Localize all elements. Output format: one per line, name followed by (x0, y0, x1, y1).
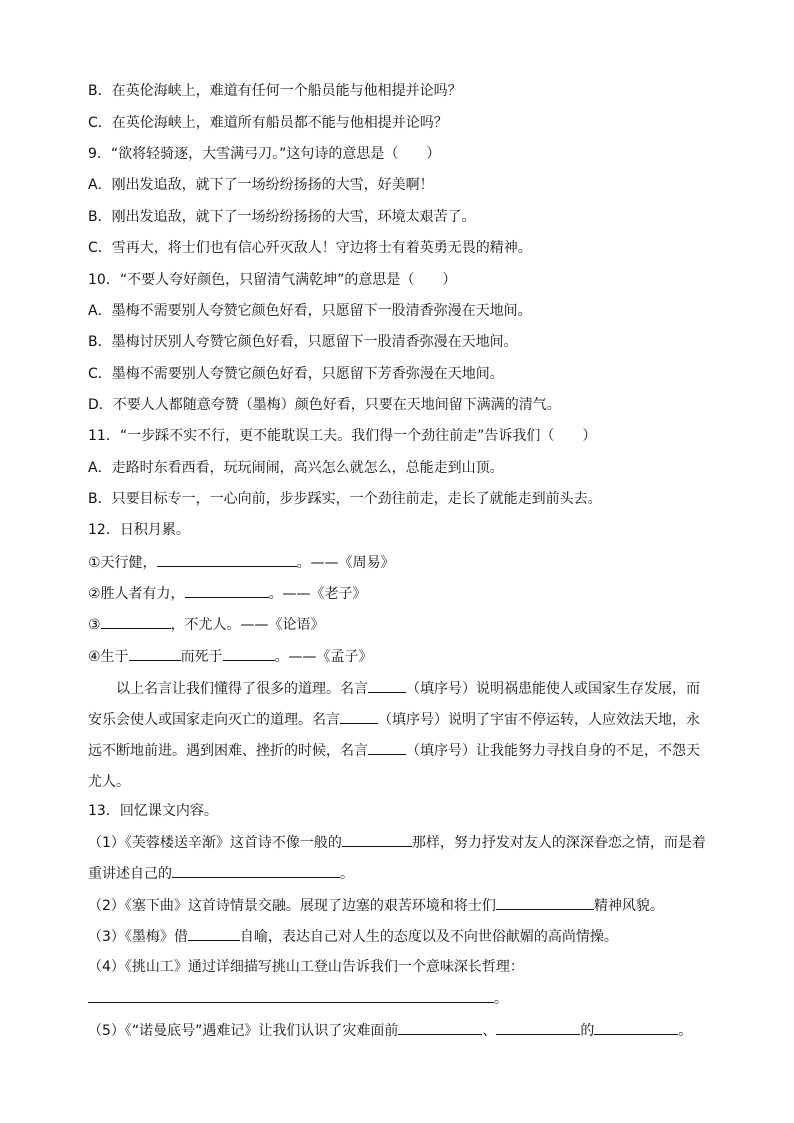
q12-item-2: ②胜人者有力， 。——《老子》 (88, 583, 367, 604)
answer-blank[interactable] (398, 1020, 482, 1035)
q8-option-c: C．在英伦海峡上，难道所有船员都不能与他相提并论吗？ (88, 115, 448, 131)
q13-sub4: （4）《挑山工》通过详细描写挑山工登山告诉我们一个意味深长哲理： (88, 959, 524, 975)
q9-stem: 9．“欲将轻骑逐，大雪满弓刀。”这句诗的意思是（ ） (88, 146, 441, 162)
answer-blank[interactable] (172, 863, 340, 878)
answer-blank[interactable] (594, 1020, 678, 1035)
q9-option-c: C．雪再大，将士们也有信心歼灭敌人！守边将士有着英勇无畏的精神。 (88, 240, 532, 256)
q10-option-d: D．不要人人都随意夸赞（墨梅）颜色好看，只要在天地间留下满满的清气。 (88, 397, 561, 413)
q13-sub1-line1: （1）《芙蓉楼送辛渐》这首诗不像一般的 那样，努力抒发对友人的深深眷恋之情，而是着 (88, 832, 706, 853)
q10-option-c: C．墨梅不需要别人夸赞它颜色好看，只愿留下芳香弥漫在天地间。 (88, 366, 504, 382)
answer-blank[interactable] (496, 1020, 580, 1035)
answer-blank[interactable] (342, 832, 412, 847)
answer-blank[interactable] (129, 646, 181, 661)
q12-paragraph: 以上名言让我们懂得了很多的道理。名言 （填序号）说明祸患能使人或国家生存发展，而安乐会使人或国家走向灭亡的道理。名言 （填序号）说明了宇宙不停运转，人应效法天地，永远不断地前进。遇到困难、挫折的时候，名言 （填序号）让我能努力寻找自身的不足，不怨天尤人。 (88, 674, 712, 798)
answer-blank[interactable] (188, 926, 240, 941)
answer-blank[interactable] (496, 895, 594, 910)
q10-stem: 10．“不要人夸好颜色，只留清气满乾坤”的意思是（ ） (88, 272, 457, 288)
q12-stem: 12．日积月累。 (88, 522, 190, 538)
q13-stem: 13．回忆课文内容。 (88, 803, 218, 819)
q13-sub3: （3）《墨梅》借 自喻，表达自己对人生的态度以及不向世俗献媚的高尚情操。 (88, 926, 618, 947)
answer-blank[interactable] (368, 678, 406, 693)
q12-item-3: ③ ，不尤人。——《论语》 (88, 614, 325, 635)
q12-item-4: ④生于 而死于 。——《孟子》 (88, 646, 373, 667)
answer-blank[interactable] (185, 583, 269, 598)
answer-blank[interactable] (157, 552, 297, 567)
q11-option-a: A．走路时东看西看，玩玩闹闹，高兴怎么就怎么，总能走到山顶。 (88, 460, 504, 476)
q11-option-b: B．只要目标专一，一心向前，步步踩实，一个劲往前走，走长了就能走到前头去。 (88, 491, 602, 507)
q13-sub4-answer: 。 (88, 988, 508, 1009)
q11-stem: 11．“一步踩不实不行，更不能耽误工夫。我们得一个劲往前走”告诉我们（ ） (88, 428, 597, 444)
q13-sub1-line2: 重讲述自己的 。 (88, 863, 354, 884)
q9-option-a: A．刚出发追敌，就下了一场纷纷扬扬的大雪，好美啊！ (88, 177, 434, 193)
answer-blank[interactable] (223, 646, 275, 661)
q10-option-b: B．墨梅讨厌别人夸赞它颜色好看，只愿留下一股清香弥漫在天地间。 (88, 334, 518, 350)
q9-option-b: B．刚出发追敌，就下了一场纷纷扬扬的大雪，环境太艰苦了。 (88, 209, 476, 225)
answer-blank[interactable] (101, 614, 171, 629)
answer-blank[interactable] (88, 988, 494, 1003)
q10-option-a: A．墨梅不需要别人夸赞它颜色好看，只愿留下一股清香弥漫在天地间。 (88, 303, 532, 319)
answer-blank[interactable] (368, 740, 406, 755)
q13-sub2: （2）《塞下曲》这首诗情景交融。展现了边塞的艰苦环境和将士们 精神风貌。 (88, 895, 664, 916)
answer-blank[interactable] (340, 709, 378, 724)
q8-option-b: B．在英伦海峡上，难道有任何一个船员能与他相提并论吗？ (88, 83, 462, 99)
q13-sub5: （5）《“诺曼底号”遇难记》让我们认识了灾难面前 、 的 。 (88, 1020, 692, 1041)
q12-item-1: ①天行健， 。——《周易》 (88, 552, 395, 573)
